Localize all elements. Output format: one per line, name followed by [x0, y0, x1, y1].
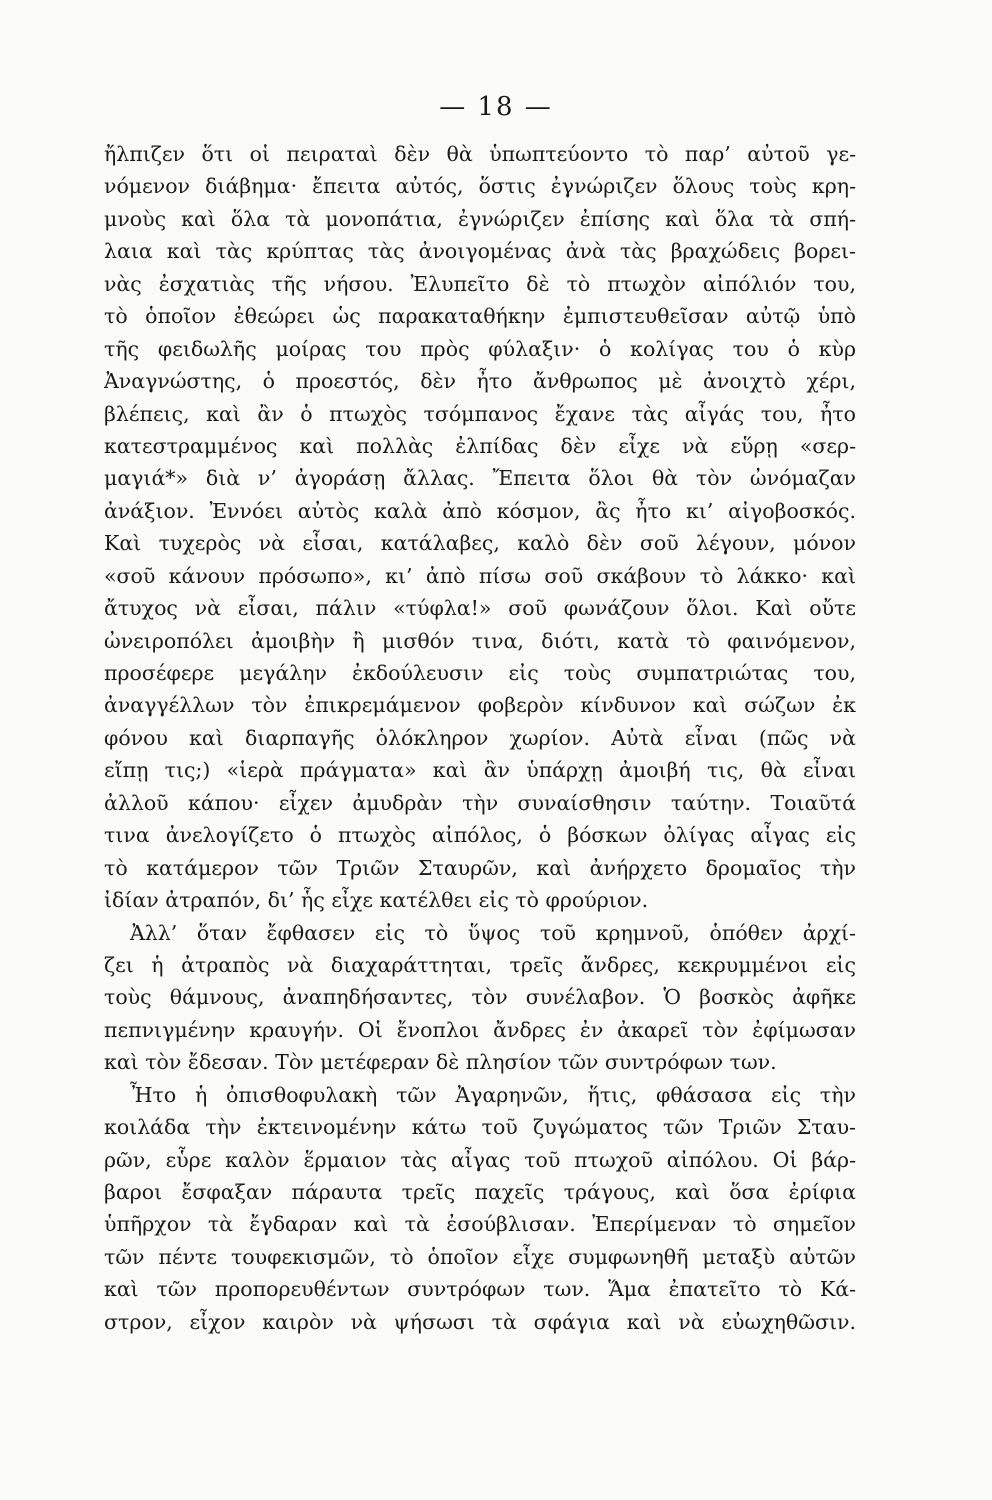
- text-line: Καὶ τυχερὸς νὰ εἶσαι, κατάλαβες, καλὸ δὲν σοῦ λέγουν, μόνον: [104, 531, 856, 556]
- text-line: καὶ τῶν προπορευθέντων συντρόφων των. Ἅμα ἐπατεῖτο τὸ Κά-: [104, 1277, 856, 1302]
- text-line: πεπνιγμένην κραυγήν. Οἱ ἔνοπλοι ἄνδρες ἐν ἀκαρεῖ τὸν ἐφίμωσαν: [104, 1017, 856, 1042]
- text-line: τῶν πέντε τουφεκισμῶν, τὸ ὁποῖον εἶχε συμφωνηθῆ μεταξὺ αὐτῶν: [104, 1244, 856, 1269]
- text-line: ζει ἡ ἀτραπὸς νὰ διαχαράττηται, τρεῖς ἄνδρες, κεκρυμμένοι εἰς: [104, 952, 856, 977]
- text-line: Ἦτο ἡ ὀπισθοφυλακὴ τῶν Ἀγαρηνῶν, ἥτις, φθάσασα εἰς τὴν: [130, 1082, 856, 1107]
- text-line: ἰδίαν ἀτραπόν, δι’ ἧς εἶχε κατέλθει εἰς τὸ φρούριον.: [104, 888, 649, 913]
- text-line: στρον, εἶχον καιρὸν νὰ ψήσωσι τὰ σφάγια καὶ νὰ εὐωχηθῶσιν.: [104, 1309, 856, 1334]
- text-line: βλέπεις, καὶ ἂν ὁ πτωχὸς τσόμπανος ἔχανε τὰς αἶγάς του, ἦτο: [104, 401, 856, 426]
- text-line: κατεστραμμένος καὶ πολλὰς ἐλπίδας δὲν εἶχε νὰ εὕρῃ «σερ-: [104, 433, 856, 458]
- text-line: τὸ κατάμερον τῶν Τριῶν Σταυρῶν, καὶ ἀνήρχετο δρομαῖος τὴν: [104, 855, 856, 880]
- text-line: Ἀναγνώστης, ὁ προεστός, δὲν ἦτο ἄνθρωπος μὲ ἀνοιχτὸ χέρι,: [104, 369, 856, 394]
- text-line: τινα ἀνελογίζετο ὁ πτωχὸς αἰπόλος, ὁ βόσκων ὀλίγας αἶγας εἰς: [104, 823, 856, 848]
- text-line: φόνου καὶ διαρπαγῆς ὁλόκληρον χωρίον. Αὐτὰ εἶναι (πῶς νὰ: [104, 725, 856, 750]
- text-line: ὠνειροπόλει ἀμοιβὴν ἢ μισθόν τινα, διότι, κατὰ τὸ φαινόμενον,: [104, 628, 856, 653]
- text-line: τὸ ὁποῖον ἐθεώρει ὡς παρακαταθήκην ἐμπιστευθεῖσαν αὐτῷ ὑπὸ: [104, 304, 856, 329]
- text-line: βαροι ἔσφαξαν πάραυτα τρεῖς παχεῖς τράγους, καὶ ὅσα ἐρίφια: [104, 1180, 856, 1204]
- text-line: μνοὺς καὶ ὅλα τὰ μονοπάτια, ἐγνώριζεν ἐπίσης καὶ ὅλα τὰ σπή-: [104, 206, 856, 231]
- text-line: «σοῦ κάνουν πρόσωπο», κι’ ἀπὸ πίσω σοῦ σκάβουν τὸ λάκκο· καὶ: [104, 563, 856, 588]
- page-number: — 18 —: [439, 92, 553, 122]
- text-line: ἤλπιζεν ὅτι οἱ πειραταὶ δὲν θὰ ὑπωπτεύοντο τὸ παρ’ αὐτοῦ γε-: [104, 142, 856, 166]
- text-line: τοὺς θάμνους, ἀναπηδήσαντες, τὸν συνέλαβον. Ὁ βοσκὸς ἀφῆκε: [104, 985, 856, 1010]
- text-line: νόμενον διάβημα· ἔπειτα αὐτός, ὅστις ἐγνώριζεν ὅλους τοὺς κρη-: [104, 174, 856, 199]
- text-line: ἀλλοῦ κάπου· εἶχεν ἀμυδρὰν τὴν συναίσθησιν ταύτην. Τοιαῦτά: [104, 790, 856, 815]
- text-line: καὶ τὸν ἔδεσαν. Τὸν μετέφεραν δὲ πλησίον τῶν συντρόφων των.: [104, 1050, 777, 1075]
- text-line: ἀνάξιον. Ἐννόει αὐτὸς καλὰ ἀπὸ κόσμον, ἂς ἦτο κι’ αἰγοβοσκός.: [104, 498, 856, 523]
- text-line: κοιλάδα τὴν ἐκτεινομένην κάτω τοῦ ζυγώματος τῶν Τριῶν Σταυ-: [104, 1115, 856, 1140]
- text-line: λαια καὶ τὰς κρύπτας τὰς ἀνοιγομένας ἀνὰ τὰς βραχώδεις βορει-: [104, 239, 856, 264]
- text-line: Ἀλλ’ ὅταν ἔφθασεν εἰς τὸ ὕψος τοῦ κρημνοῦ, ὁπόθεν ἀρχί-: [130, 920, 856, 945]
- text-line: νὰς ἐσχατιὰς τῆς νήσου. Ἐλυπεῖτο δὲ τὸ πτωχὸν αἰπόλιόν του,: [104, 271, 856, 296]
- text-line: ρῶν, εὗρε καλὸν ἕρμαιον τὰς αἶγας τοῦ πτωχοῦ αἰπόλου. Οἱ βάρ-: [104, 1147, 856, 1172]
- text-line: τῆς φειδωλῆς μοίρας του πρὸς φύλαξιν· ὁ κολίγας του ὁ κὺρ: [104, 336, 856, 361]
- body-text: [104, 138, 856, 1338]
- text-line: ἀναγγέλλων τὸν ἐπικρεμάμενον φοβερὸν κίνδυνον καὶ σώζων ἐκ: [104, 693, 856, 718]
- text-line: μαγιά*» διὰ ν’ ἀγοράσῃ ἄλλας. Ἔπειτα ὅλοι θὰ τὸν ὠνόμαζαν: [104, 466, 856, 491]
- text-line: εἴπῃ τις;) «ἱερὰ πράγματα» καὶ ἂν ὑπάρχῃ ἀμοιβή τις, θὰ εἶναι: [104, 758, 856, 783]
- text-line: ἄτυχος νὰ εἶσαι, πάλιν «τύφλα!» σοῦ φωνάζουν ὅλοι. Καὶ οὔτε: [104, 596, 856, 621]
- text-line: προσέφερε μεγάλην ἐκδούλευσιν εἰς τοὺς συμπατριώτας του,: [104, 661, 856, 685]
- text-line: ὑπῆρχον τὰ ἔγδαραν καὶ τὰ ἐσούβλισαν. Ἐπερίμεναν τὸ σημεῖον: [104, 1212, 856, 1237]
